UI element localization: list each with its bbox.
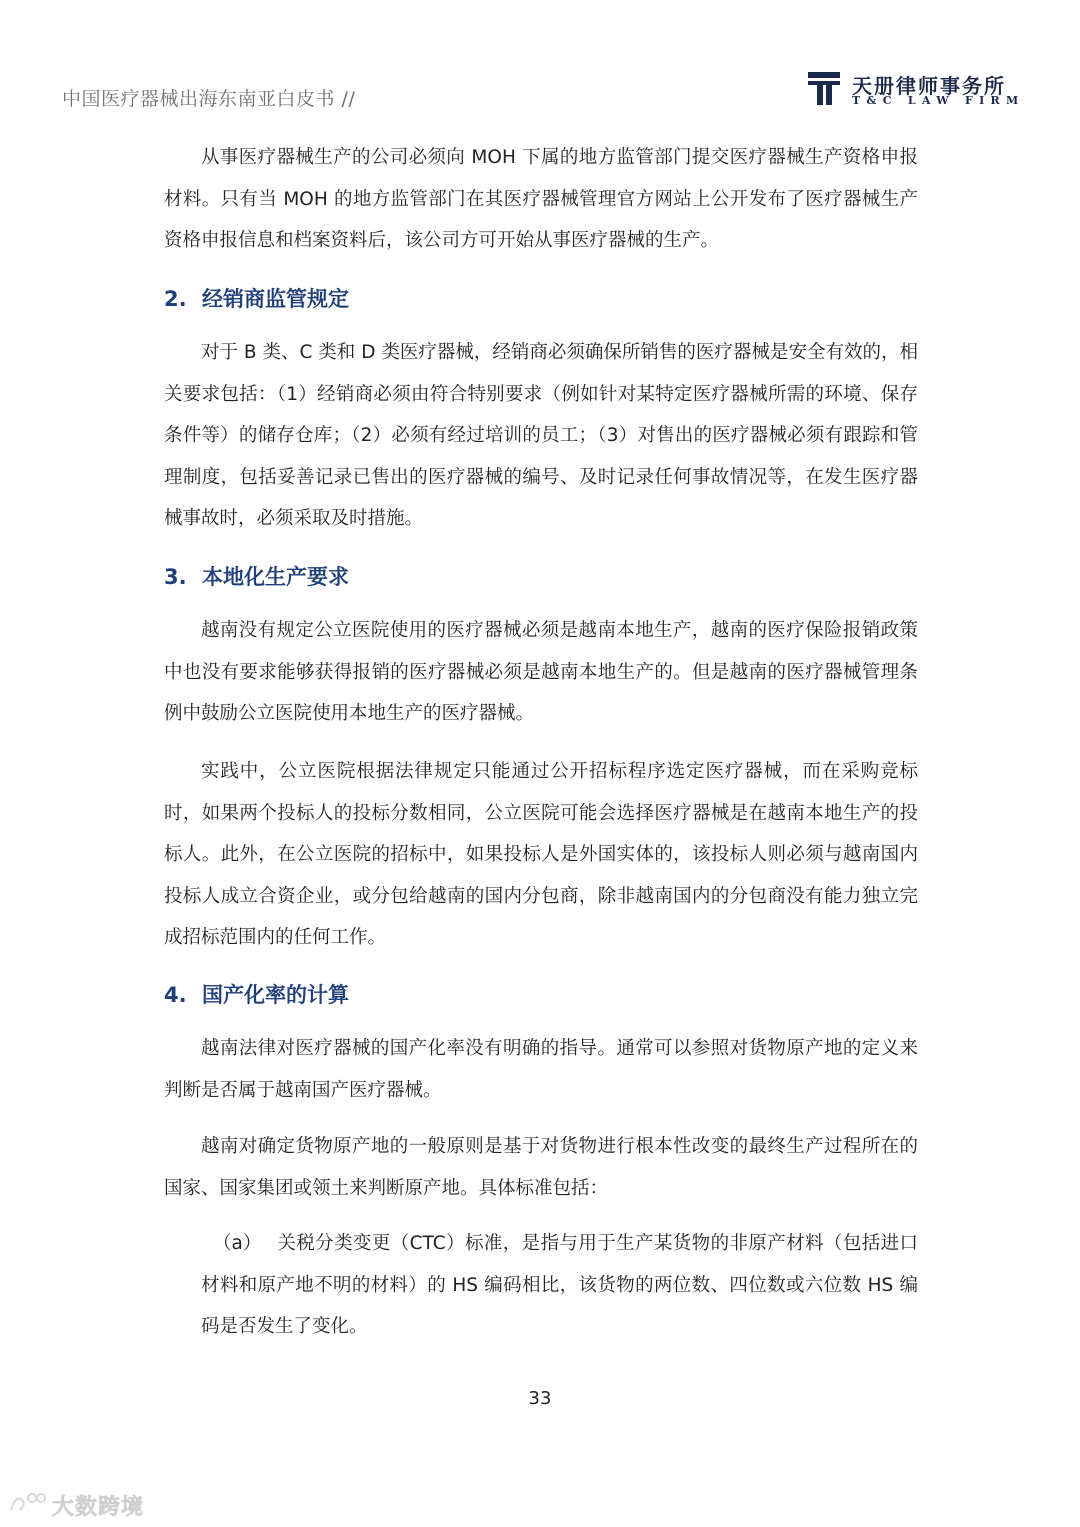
page-number: 33 xyxy=(528,1388,552,1409)
intro-paragraph: 从事医疗器械生产的公司必须向 MOH 下属的地方监管部门提交医疗器械生产资格申报材料。只有当 MOH 的地方监管部门在其医疗器械管理官方网站上公开发布了医疗器械生产资格申报信息和档案资料后，该公司方可开始从事医疗器械的生产。 xyxy=(164,147,918,251)
list-item-marker: （a） xyxy=(213,1233,262,1254)
firm-logo xyxy=(808,70,1025,110)
list-item xyxy=(201,1223,918,1348)
list-item-text: 关税分类变更（CTC）标准，是指与用于生产某货物的非原产材料（包括进口材料和原产地不明的材料）的 HS 编码相比，该货物的两位数、四位数或六位数 HS 编码是否发生了变化。 xyxy=(201,1233,918,1337)
firm-name-cn: 天册律师事务所 xyxy=(852,74,1006,98)
section-number: 2. xyxy=(164,287,187,311)
watermark-text: 大数跨境 xyxy=(52,1495,145,1520)
section-4-paragraph-2: 越南对确定货物原产地的一般原则是基于对货物进行根本性改变的最终生产过程所在的国家、国家集团或领土来判断原产地。具体标准包括： xyxy=(164,1136,918,1199)
section-number: 3. xyxy=(164,565,187,589)
firm-name-en: T&C LAW FIRM xyxy=(852,94,1025,107)
section-3-paragraph-1: 越南没有规定公立医院使用的医疗器械必须是越南本地生产，越南的医疗保险报销政策中也没有要求能够获得报销的医疗器械必须是越南本地生产的。但是越南的医疗器械管理条例中鼓励公立医院使用本地生产的医疗器械。 xyxy=(164,620,918,724)
section-heading-2 xyxy=(164,283,349,313)
section-heading-4 xyxy=(164,979,349,1009)
section-number: 4. xyxy=(164,983,187,1007)
section-title: 国产化率的计算 xyxy=(202,983,349,1007)
tc-logo-icon xyxy=(808,70,840,106)
section-heading-3 xyxy=(164,561,349,591)
section-title: 经销商监管规定 xyxy=(202,287,349,311)
section-4-paragraph-1: 越南法律对医疗器械的国产化率没有明确的指导。通常可以参照对货物原产地的定义来判断是否属于越南国产医疗器械。 xyxy=(164,1038,918,1101)
section-3-paragraph-2: 实践中，公立医院根据法律规定只能通过公开招标程序选定医疗器械，而在采购竞标时，如果两个投标人的投标分数相同，公立医院可能会选择医疗器械是在越南本地生产的投标人。此外，在公立医院的招标中，如果投标人是外国实体的，该投标人则必须与越南国内投标人成立合资企业，或分包给越南的国内分包商，除非越南国内的分包商没有能力独立完成招标范围内的任何工作。 xyxy=(164,761,918,948)
watermark-logo-icon xyxy=(8,1490,48,1516)
section-title: 本地化生产要求 xyxy=(202,565,349,589)
document-running-title: 中国医疗器械出海东南亚白皮书 // xyxy=(62,88,356,110)
section-2-paragraph-1: 对于 B 类、C 类和 D 类医疗器械，经销商必须确保所销售的医疗器械是安全有效的，相关要求包括：（1）经销商必须由符合特别要求（例如针对某特定医疗器械所需的环境、保存条件等）的储存仓库；（2）必须有经过培训的员工；（3）对售出的医疗器械必须有跟踪和管理制度，包括妥善记录已售出的医疗器械的编号、及时记录任何事故情况等，在发生医疗器械事故时，必须采取及时措施。 xyxy=(164,342,918,529)
